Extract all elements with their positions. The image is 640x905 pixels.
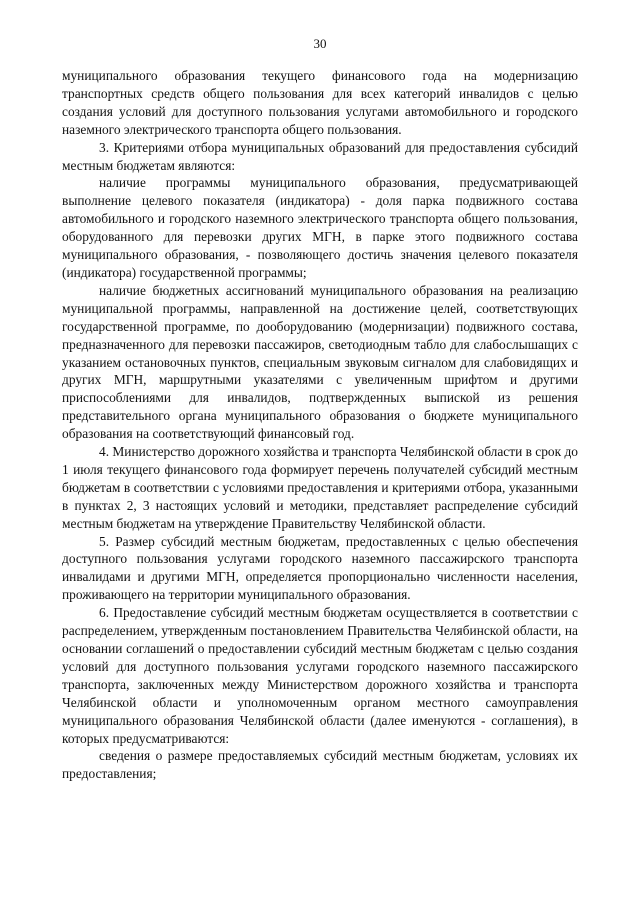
document-body bbox=[62, 67, 578, 783]
paragraph-item-5: 5. Размер субсидий местным бюджетам, предоставленных с целью обеспечения доступного пользования услугами городского наземного пассажирского транспорта инвалидами и другими МГН, определяется пропорционально численности населения, проживающего на территории муниципального образования. bbox=[62, 533, 578, 603]
paragraph-item-4: 4. Министерство дорожного хозяйства и транспорта Челябинской области в срок до 1 июля текущего финансового года формирует перечень получателей субсидий местным бюджетам в соответствии с условиями предоставления и критериями отбора, указанными в пунктах 2, 3 настоящих условий и методики, представляет распределение субсидий местным бюджетам на утверждение Правительству Челябинской области. bbox=[62, 444, 578, 531]
paragraph-continuation: муниципального образования текущего финансового года на модернизацию транспортных средств общего пользования для всех категорий инвалидов с целью создания условий для доступного пользования услугами автомобильного и городского наземного электрического транспорта общего пользования. bbox=[62, 68, 578, 137]
paragraph-criterion-budget: наличие бюджетных ассигнований муниципального образования на реализацию муниципальной программы, направленной на достижение целей, соответствующих государственной программе, по дооборудованию (модернизации) подвижного состава, предназначенного для перевозки пассажиров, светодиодным табло для слабослышащих с указанием остановочных пунктов, специальным звуковым сигналом для слабовидящих и других МГН, маршрутными указателями с увеличенным шрифтом и другими приспособлениями для инвалидов, подтвержденных выпиской из решения представительного органа муниципального образования о бюджете муниципального образования на соответствующий финансовый год. bbox=[62, 282, 578, 442]
paragraph-subsidy-info: сведения о размере предоставляемых субсидий местным бюджетам, условиях их предоставления; bbox=[62, 748, 578, 782]
paragraph-criterion-program: наличие программы муниципального образования, предусматривающей выполнение целевого показателя (индикатора) - доля парка подвижного состава автомобильного и городского наземного электрического транспорта общего пользования, оборудованного для перевозки других МГН, в парке этого подвижного состава муниципального образования, - позволяющего достичь значения целевого показателя (индикатора) государственной программы; bbox=[62, 175, 578, 280]
page-number: 30 bbox=[313, 36, 327, 51]
paragraph-item-6: 6. Предоставление субсидий местным бюджетам осуществляется в соответствии с распределением, утвержденным постановлением Правительства Челябинской области, на основании соглашений о предоставлении субсидий местным бюджетам с целью создания условий для доступного пользования услугами городского наземного пассажирского транспорта, заключенных между Министерством дорожного хозяйства и транспорта Челябинской области и уполномоченным органом местного самоуправления муниципального образования Челябинской области (далее именуются - соглашения), в которых предусматриваются: bbox=[62, 605, 578, 746]
paragraph-item-3: 3. Критериями отбора муниципальных образований для предоставления субсидий местным бюджетам являются: bbox=[62, 139, 578, 173]
